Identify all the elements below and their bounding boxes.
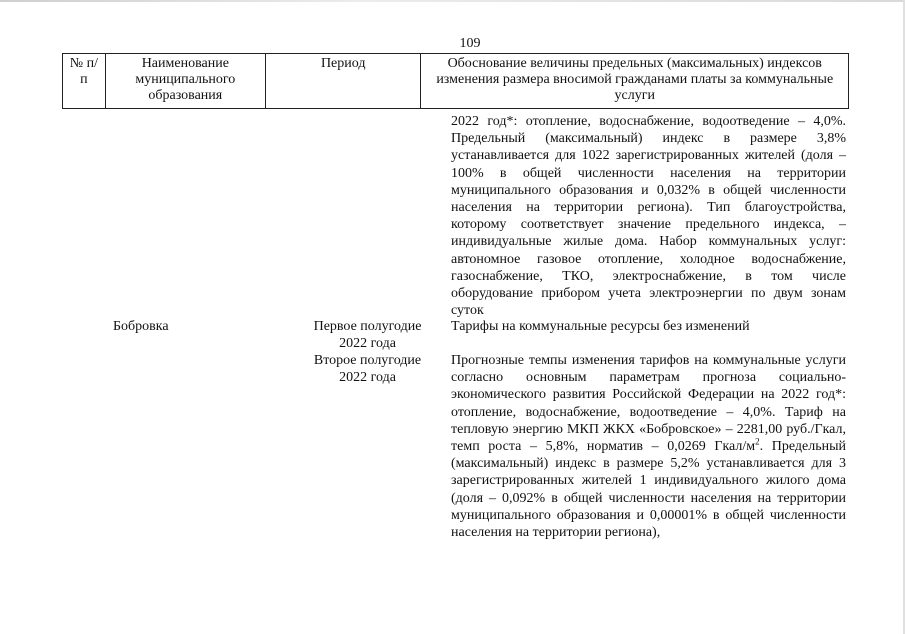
scan-edge-top (0, 0, 905, 2)
header-basis: Обоснование величины предельных (максимальных) индексов изменения размера вносимой гражданами платы за коммунальные услуги (421, 54, 849, 109)
header-period: Период (265, 54, 421, 109)
page-number: 109 (459, 36, 481, 51)
header-name: Наименование муниципального образования (105, 54, 265, 109)
period-first-half: Первое полугодие 2022 года (313, 319, 422, 352)
basis-first-half: Тарифы на коммунальные ресурсы без изменений (451, 319, 750, 334)
continuation-text: 2022 год*: отопление, водоснабжение, водоотведение – 4,0%. Предельный (максимальный) индекс в размере 3,8% устанавливается для 1022 зарегистрированных жителей (доля – 100% в общей численности населения на территории муниципального образования и 0,032% в общей численности населения на территории региона). Тип благоустройства, которому соответствует значение предельного индекса, – индивидуальные жилые дома. Набор коммунальных услуг: автономное газовое отопление, холодное водоснабжение, газоснабжение, ТКО, электроснабжение, в том числе оборудование прибором учета электроэнергии по двум зонам суток (451, 114, 846, 319)
basis-second-half-part2: . Предельный (максимальный) индекс в размере 5,2% устанавливается для 3 зарегистрированных жителей 1 индивидуального жилого дома (доля – 0,092% в общей численности населения на территории муниципального образования и 0,00001% в общей численности населения на территории региона), (451, 439, 846, 541)
basis-second-half (451, 352, 846, 541)
table-header-row (63, 54, 849, 109)
table-header (62, 53, 849, 109)
basis-second-half-part1: Прогнозные темпы изменения тарифов на коммунальные услуги согласно основным параметрам прогноза социально-экономического развития Российской Федерации на 2022 год*: отопление, водоснабжение, водоотведение – 4,0%. Тариф на тепловую энергию МКП ЖКХ «Бобровское» – 2281,00 руб./Гкал, темп роста – 5,8%, норматив – 0,0269 Гкал/м (451, 353, 846, 455)
period-second-half: Второе полугодие 2022 года (313, 353, 422, 386)
superscript-squared: 2 (755, 436, 760, 447)
municipality-name: Бобровка (113, 319, 169, 334)
header-num: № п/п (63, 54, 106, 109)
